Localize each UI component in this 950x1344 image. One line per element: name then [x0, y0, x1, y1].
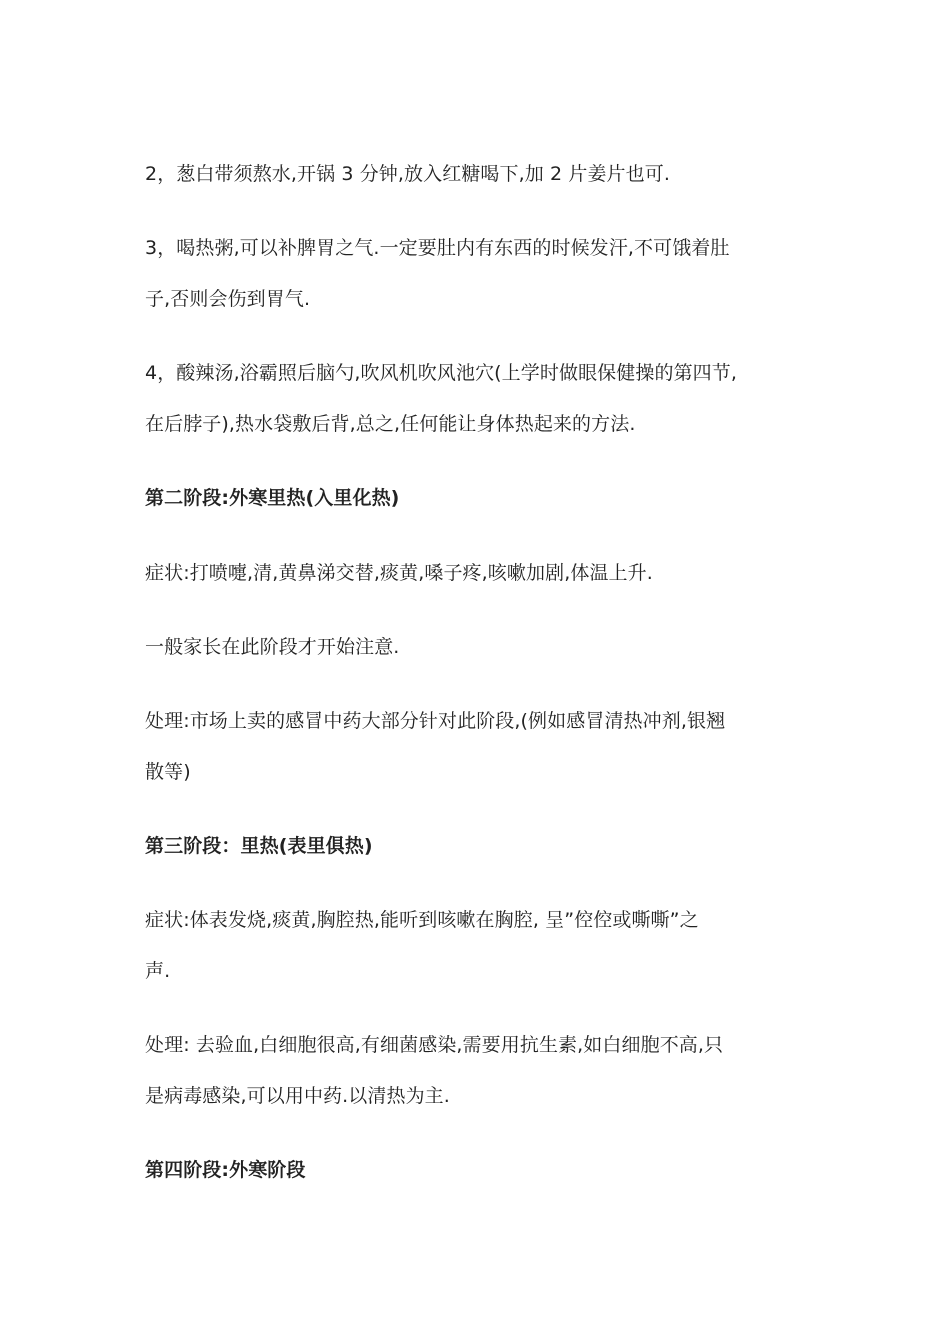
section-heading-stage-3: 第三阶段：里热(表里俱热) [145, 835, 373, 857]
paragraph-3-line-2: 子,否则会伤到胃气. [145, 288, 311, 310]
stage-2-treatment-line-2: 散等) [145, 761, 191, 783]
stage-2-symptoms: 症状:打喷嚏,清,黄鼻涕交替,痰黄,嗓子疼,咳嗽加剧,体温上升. [145, 562, 653, 584]
stage-3-treatment-line-2: 是病毒感染,可以用中药.以清热为主. [145, 1085, 450, 1107]
paragraph-4-line-1: 4，酸辣汤,浴霸照后脑勺,吹风机吹风池穴(上学时做眼保健操的第四节, [145, 362, 738, 384]
paragraph-3-line-1: 3，喝热粥,可以补脾胃之气.一定要肚内有东西的时候发汗,不可饿着肚 [145, 237, 730, 259]
stage-3-treatment-line-1: 处理: 去验血,白细胞很高,有细菌感染,需要用抗生素,如白细胞不高,只 [145, 1034, 724, 1056]
section-heading-stage-4: 第四阶段:外寒阶段 [145, 1159, 306, 1181]
stage-3-symptoms-line-2: 声. [145, 960, 171, 982]
stage-2-treatment-line-1: 处理:市场上卖的感冒中药大部分针对此阶段,(例如感冒清热冲剂,银翘 [145, 710, 726, 732]
paragraph-2-line-1: 2，葱白带须熬水,开锅 3 分钟,放入红糖喝下,加 2 片姜片也可. [145, 163, 670, 185]
section-heading-stage-2: 第二阶段:外寒里热(入里化热) [145, 487, 400, 509]
stage-2-note: 一般家长在此阶段才开始注意. [145, 636, 400, 658]
paragraph-4-line-2: 在后脖子),热水袋敷后背,总之,任何能让身体热起来的方法. [145, 413, 636, 435]
stage-3-symptoms-line-1: 症状:体表发烧,痰黄,胸腔热,能听到咳嗽在胸腔, 呈”倥倥或嘶嘶”之 [145, 909, 699, 931]
